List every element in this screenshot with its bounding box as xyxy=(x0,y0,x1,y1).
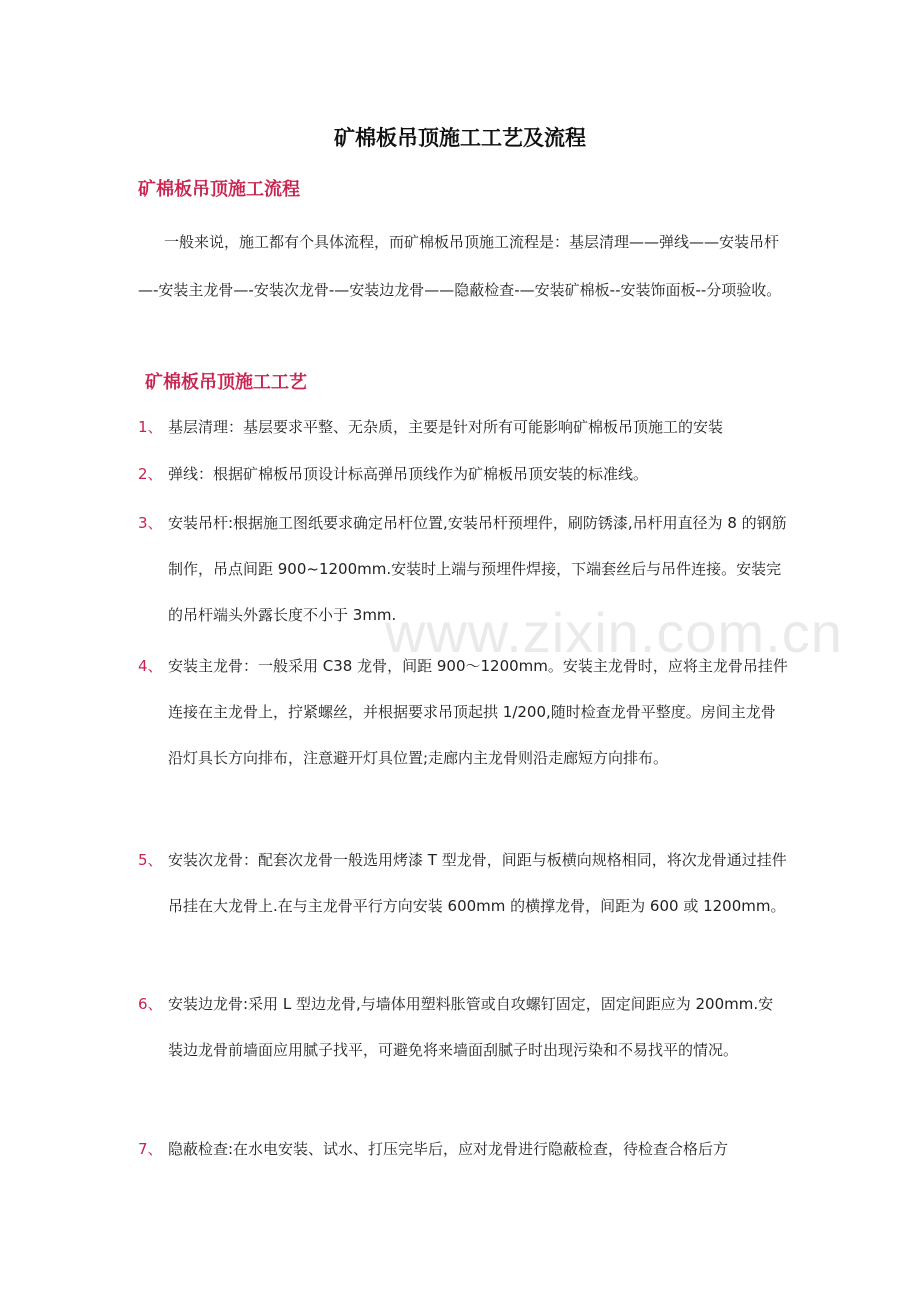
list-item xyxy=(138,404,788,450)
list-item-text: 弹线：根据矿棉板吊顶设计标高弹吊顶线作为矿棉板吊顶安装的标准线。 xyxy=(168,465,649,483)
list-item-number: 7、 xyxy=(138,1140,163,1158)
list-item xyxy=(138,837,788,929)
list-item-number: 4、 xyxy=(138,657,163,675)
list-item-text: 安装吊杆:根据施工图纸要求确定吊杆位置,安装吊杆预埋件，刷防锈漆,吊杆用直径为 8 的钢筋制作，吊点间距 900~1200mm.安装时上端与预埋件焊接，下端套丝后与吊件连接。安装完的吊杆端头外露长度不小于 3mm. xyxy=(168,514,787,624)
document-title: 矿棉板吊顶施工工艺及流程 xyxy=(334,126,586,150)
list-item-number: 1、 xyxy=(138,418,163,436)
watermark: www.zixin.com.cn xyxy=(385,601,843,664)
list-item-number: 3、 xyxy=(138,514,163,532)
section-heading-process: 矿棉板吊顶施工流程 xyxy=(138,179,300,200)
list-item xyxy=(138,451,788,497)
process-paragraph: 一般来说，施工都有个具体流程，而矿棉板吊顶施工流程是：基层清理——弹线——安装吊杆—-安装主龙骨—-安装次龙骨-—安装边龙骨——隐蔽检查-—安装矿棉板--安装饰面板--分项验收。 xyxy=(138,233,782,299)
list-item-text: 隐蔽检查:在水电安装、试水、打压完毕后，应对龙骨进行隐蔽检查，待检查合格后方 xyxy=(168,1140,729,1158)
list-item-number: 2、 xyxy=(138,465,163,483)
list-item-text: 安装主龙骨：一般采用 C38 龙骨，间距 900～1200mm。安装主龙骨时，应将主龙骨吊挂件连接在主龙骨上，拧紧螺丝，并根据要求吊顶起拱 1/200,随时检查龙骨平整度。房间主龙骨沿灯具长方向排布，注意避开灯具位置;走廊内主龙骨则沿走廊短方向排布。 xyxy=(168,657,788,767)
section-heading-craft: 矿棉板吊顶施工工艺 xyxy=(145,372,307,393)
list-item xyxy=(138,981,788,1073)
list-item-text: 安装边龙骨:采用 L 型边龙骨,与墙体用塑料胀管或自攻螺钉固定，固定间距应为 200mm.安装边龙骨前墙面应用腻子找平，可避免将来墙面刮腻子时出现污染和不易找平的情况。 xyxy=(168,995,774,1059)
list-item-number: 6、 xyxy=(138,995,163,1013)
list-item-text: 基层清理：基层要求平整、无杂质，主要是针对所有可能影响矿棉板吊顶施工的安装 xyxy=(168,418,724,436)
list-item-text: 安装次龙骨：配套次龙骨一般选用烤漆 T 型龙骨，间距与板横向规格相同，将次龙骨通过挂件吊挂在大龙骨上.在与主龙骨平行方向安装 600mm 的横撑龙骨，间距为 600 或 1200mm。 xyxy=(168,851,787,915)
list-item xyxy=(138,1126,788,1172)
list-item-number: 5、 xyxy=(138,851,163,869)
